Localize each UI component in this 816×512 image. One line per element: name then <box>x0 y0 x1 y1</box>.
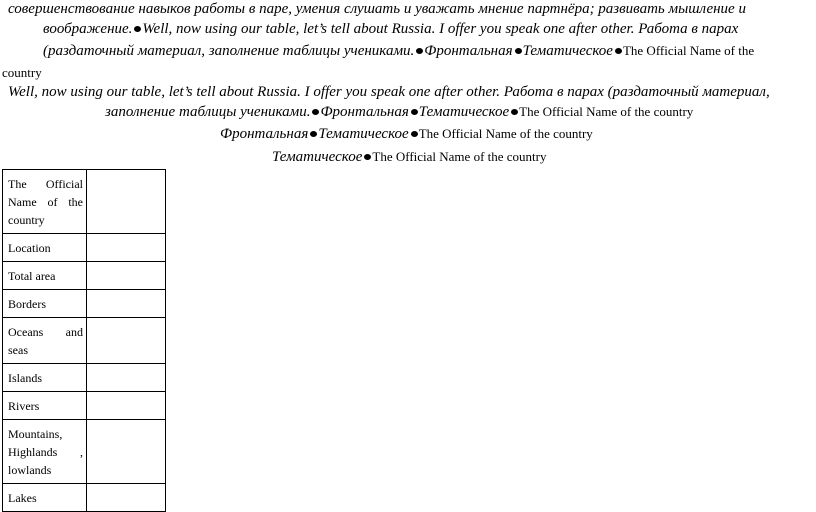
row-value-cell[interactable] <box>87 364 166 392</box>
table-row <box>3 170 166 234</box>
bullet-icon <box>310 131 317 137</box>
bullet-icon <box>364 154 371 160</box>
row-label: Total area <box>3 262 87 290</box>
text-fragment: The Official Name of the country <box>519 104 694 119</box>
table-row <box>3 364 166 392</box>
row-label: Lakes <box>3 484 87 512</box>
text-fragment: Well, now using our table, let’s tell about Russia. I offer you speak one after other. Работа в парах (раздаточный материал, <box>8 84 770 100</box>
text-fragment: The Official Name of the country <box>372 149 547 164</box>
row-label: Islands <box>3 364 87 392</box>
row-label: Oceans and seas <box>3 318 87 364</box>
method-label: Фронтальная <box>424 43 513 59</box>
row-label: Rivers <box>3 392 87 420</box>
row-value-cell[interactable] <box>87 170 166 234</box>
bullet-icon <box>411 131 418 137</box>
table-row <box>3 420 166 484</box>
country-info-table <box>2 169 166 512</box>
bullet-icon <box>511 109 518 115</box>
bullet-icon <box>411 109 418 115</box>
text-fragment: The Official Name of the country <box>418 126 593 141</box>
text-line-6 <box>105 103 693 121</box>
method-label: Тематическое <box>522 43 613 59</box>
row-label: The Official Name of the country <box>3 170 87 234</box>
text-line-7 <box>220 125 593 143</box>
text-line-2 <box>43 20 738 38</box>
bullet-icon <box>515 48 522 54</box>
table-row <box>3 290 166 318</box>
table-row <box>3 392 166 420</box>
text-fragment: воображение. <box>43 21 133 37</box>
row-value-cell[interactable] <box>87 484 166 512</box>
row-label: Borders <box>3 290 87 318</box>
table-row <box>3 262 166 290</box>
row-label: Location <box>3 234 87 262</box>
text-line-8 <box>272 148 547 166</box>
row-value-cell[interactable] <box>87 392 166 420</box>
bullet-icon <box>134 26 141 32</box>
row-value-cell[interactable] <box>87 420 166 484</box>
row-value-cell[interactable] <box>87 234 166 262</box>
text-line-4 <box>2 64 42 82</box>
text-fragment: country <box>2 65 42 80</box>
text-line-5 <box>8 83 770 101</box>
bullet-icon <box>615 48 622 54</box>
method-label: Тематическое <box>318 126 409 142</box>
row-value-cell[interactable] <box>87 262 166 290</box>
table-row <box>3 484 166 512</box>
goal-text: совершенствование навыков работы в паре, умения слушать и уважать мнение партнёра; развивать мышление и <box>8 1 746 17</box>
table-row <box>3 234 166 262</box>
bullet-icon <box>416 48 423 54</box>
text-fragment: The Official Name of the <box>622 43 755 58</box>
method-label: Тематическое <box>272 149 363 165</box>
row-value-cell[interactable] <box>87 318 166 364</box>
text-fragment: Well, now using our table, let’s tell about Russia. I offer you speak one after other. Работа в парах <box>142 21 739 37</box>
method-label: Фронтальная <box>220 126 309 142</box>
row-value-cell[interactable] <box>87 290 166 318</box>
method-label: Фронтальная <box>320 104 409 120</box>
text-fragment: (раздаточный материал, заполнение таблицы учениками. <box>43 43 415 59</box>
text-line-1 <box>8 0 746 18</box>
text-line-3 <box>43 42 754 60</box>
table-row <box>3 318 166 364</box>
bullet-icon <box>312 109 319 115</box>
method-label: Тематическое <box>418 104 510 120</box>
text-fragment: заполнение таблицы учениками. <box>105 104 311 120</box>
row-label: Mountains, Highlands , lowlands <box>3 420 87 484</box>
